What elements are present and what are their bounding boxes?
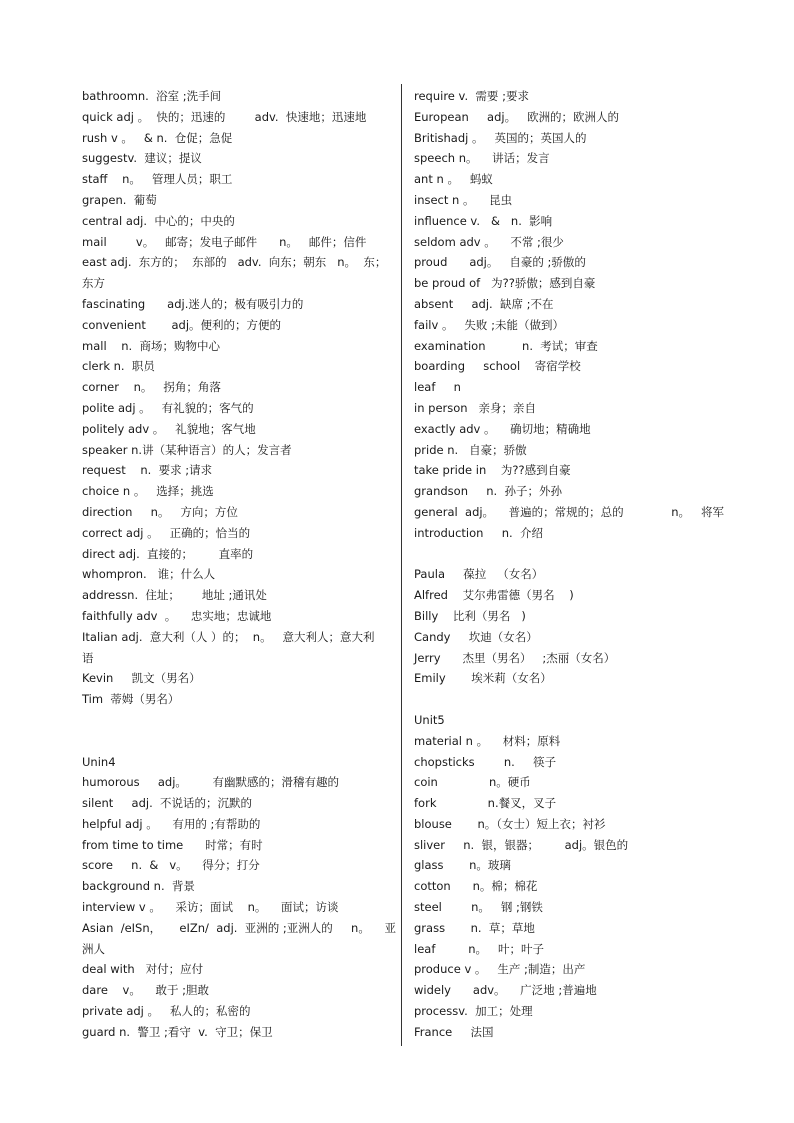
vocab-line: mail v。 邮寄；发电子邮件 n。 邮件；信件 (82, 234, 367, 249)
vocab-line: private adj 。 私人的；私密的 (82, 1004, 251, 1019)
vocab-line: choice n 。 选择；挑选 (82, 484, 214, 499)
vocab-line: Emily 埃米莉（女名） (414, 671, 552, 686)
vocab-line: faithfully adv 。 忠实地；忠诚地 (82, 608, 272, 623)
vocab-line: whompron. 谁；什么人 (82, 567, 216, 582)
vocab-line: from time to time 时常；有时 (82, 837, 263, 852)
vocab-line: general adj。 普遍的；常规的；总的 n。 将军 (414, 504, 724, 519)
vocab-line: processv. 加工；处理 (414, 1004, 533, 1019)
vocab-line: bathroomn. 浴室 ;洗手间 (82, 89, 222, 103)
vocab-line: steel n。 钢 ;钢铁 (414, 900, 543, 915)
vocab-line: dare v。 敢于 ;胆敢 (82, 983, 209, 998)
vocab-line: 语 (82, 650, 94, 665)
vocab-line: material n 。 材料；原料 (414, 733, 561, 748)
vocab-line: Tim 蒂姆（男名） (82, 692, 180, 707)
column-divider (401, 84, 402, 1046)
vocab-line: quick adj 。 快的；迅速的 adv. 快速地；迅速地 (82, 109, 367, 124)
vocab-line: France 法国 (414, 1024, 494, 1039)
blank-line (414, 544, 720, 565)
vocab-line: Italian adj. 意大利（人 ）的； n。 意大利人；意大利 (82, 629, 375, 644)
vocab-line: 东方 (82, 276, 105, 291)
vocab-line: pride n. 自豪；骄傲 (414, 442, 527, 457)
vocab-line: background n. 背景 (82, 879, 195, 894)
vocab-line: central adj. 中心的；中央的 (82, 213, 235, 228)
vocab-line: proud adj。 自豪的 ;骄傲的 (414, 255, 586, 270)
vocab-line: blouse n。（女士）短上衣；衬衫 (414, 816, 606, 831)
vocab-line: 洲人 (82, 941, 105, 956)
vocab-line: grass n. 草；草地 (414, 920, 535, 935)
vocab-line: speaker n.讲（某种语言）的人；发言者 (82, 442, 292, 457)
vocab-line: guard n. 警卫 ;看守 v. 守卫；保卫 (82, 1024, 273, 1039)
vocab-line: fascinating adj.迷人的；极有吸引力的 (82, 296, 304, 311)
vocab-line: helpful adj 。 有用的 ;有帮助的 (82, 816, 261, 831)
vocab-line: east adj. 东方的； 东部的 adv. 向东；朝东 n。 东； (82, 255, 387, 270)
vocab-line: coin n。硬币 (414, 775, 531, 790)
vocab-line: rush v 。 & n. 仓促；急促 (82, 130, 233, 145)
vocab-line: grapen. 葡萄 (82, 192, 157, 207)
vocab-line: polite adj 。 有礼貌的；客气的 (82, 400, 254, 415)
vocab-line: influence v. & n. 影响 (414, 213, 553, 228)
vocab-line: addressn. 住址； 地址 ;通讯处 (82, 588, 267, 603)
vocab-line: cotton n。棉；棉花 (414, 879, 538, 894)
vocab-line: examination n. 考试；审查 (414, 338, 598, 353)
vocab-line: Candy 坎迪（女名） (414, 629, 538, 644)
vocab-line: absent adj. 缺席 ;不在 (414, 296, 554, 311)
vocab-line: exactly adv 。 确切地；精确地 (414, 421, 591, 436)
vocab-line: Billy 比利（男名 ) (414, 608, 526, 623)
vocab-line: deal with 对付；应付 (82, 962, 204, 977)
vocab-line: clerk n. 职员 (82, 359, 155, 374)
vocab-line: Asian /eISn， eIZn/ adj. 亚洲的 ;亚洲人的 n。 亚 (82, 920, 396, 935)
vocab-line: sliver n. 银，银器； adj。银色的 (414, 837, 629, 852)
vocab-line: seldom adv 。 不常 ;很少 (414, 234, 564, 249)
vocab-line: glass n。玻璃 (414, 858, 511, 873)
vocab-line: take pride in 为??感到自豪 (414, 463, 571, 478)
blank-line (414, 689, 720, 710)
vocab-line: produce v 。 生产 ;制造；出产 (414, 962, 586, 977)
blank-line (82, 710, 390, 731)
vocab-line: humorous adj。 有幽默感的；滑稽有趣的 (82, 775, 340, 790)
vocab-line: fork n.餐叉，叉子 (414, 796, 557, 811)
vocab-line: corner n。 拐角；角落 (82, 380, 221, 395)
vocab-line: ant n 。 蚂蚁 (414, 172, 493, 187)
vocab-line: failv 。 失败 ;未能（做到） (414, 317, 564, 332)
left-vocab-column (82, 86, 396, 1043)
vocab-line: in person 亲身；亲自 (414, 400, 537, 415)
vocab-line: insect n 。 昆虫 (414, 192, 513, 207)
vocab-line: Britishadj 。 英国的；英国人的 (414, 130, 587, 145)
vocab-line: Unin4 (82, 754, 116, 769)
vocab-line: leaf n。 叶；叶子 (414, 941, 545, 956)
vocab-line: suggestv. 建议；提议 (82, 151, 202, 166)
vocab-line: convenient adj。便利的；方便的 (82, 317, 282, 332)
vocab-line: interview v 。 采访；面试 n。 面试；访谈 (82, 900, 339, 915)
blank-line (82, 731, 390, 752)
vocab-line: Jerry 杰里（男名） ;杰丽（女名） (414, 650, 616, 665)
right-vocab-column (414, 86, 724, 1043)
vocab-line: direction n。 方向；方位 (82, 504, 238, 519)
vocab-line: correct adj 。 正确的；恰当的 (82, 525, 251, 540)
vocab-line: score n. & v。 得分；打分 (82, 858, 260, 873)
vocab-line: require v. 需要 ;要求 (414, 89, 529, 103)
vocab-line: introduction n. 介绍 (414, 525, 543, 540)
vocab-line: request n. 要求 ;请求 (82, 463, 213, 478)
vocab-line: Unit5 (414, 712, 445, 727)
vocab-line: leaf n (414, 380, 461, 395)
vocab-line: staff n。 管理人员；职工 (82, 172, 233, 187)
vocab-line: widely adv。 广泛地 ;普遍地 (414, 983, 597, 998)
vocab-line: chopsticks n. 筷子 (414, 754, 557, 769)
vocab-line: Kevin 凯文（男名） (82, 671, 201, 686)
vocab-line: politely adv 。 礼貌地；客气地 (82, 421, 256, 436)
vocab-line: silent adj. 不说话的；沉默的 (82, 796, 253, 811)
vocab-line: boarding school 寄宿学校 (414, 359, 581, 374)
vocab-line: European adj。 欧洲的；欧洲人的 (414, 109, 620, 124)
vocab-line: Paula 葆拉 （女名） (414, 567, 544, 582)
vocab-line: speech n。 讲话；发言 (414, 151, 550, 166)
vocab-line: be proud of 为??骄傲；感到自豪 (414, 276, 596, 291)
vocab-line: mall n. 商场；购物中心 (82, 338, 221, 353)
vocab-line: Alfred 艾尔弗雷德（男名 ) (414, 588, 574, 603)
vocab-line: direct adj. 直接的； 直率的 (82, 546, 254, 561)
vocab-line: grandson n. 孙子；外孙 (414, 484, 563, 499)
